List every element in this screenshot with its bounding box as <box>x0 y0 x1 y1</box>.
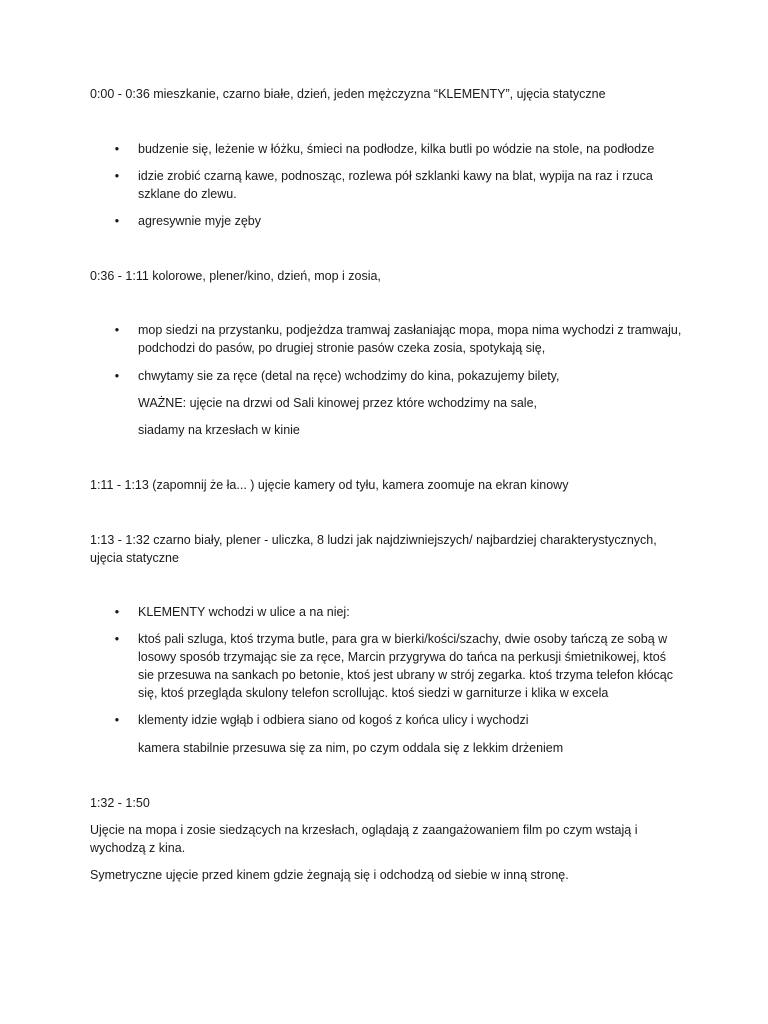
section-5-heading: 1:32 - 1:50 <box>90 796 150 810</box>
bullet-marker: • <box>114 169 120 183</box>
bullet-marker: • <box>114 142 120 156</box>
section-4-bullet-3: klementy idzie wgłąb i odbiera siano od kogoś z końca ulicy i wychodzi <box>138 713 529 727</box>
section-4-bullet-1: KLEMENTY wchodzi w ulice a na niej: <box>138 605 350 619</box>
section-2-continuation-1: WAŻNE: ujęcie na drzwi od Sali kinowej przez które wchodzimy na sale, <box>138 396 537 410</box>
section-4-bullet-2: ktoś pali szluga, ktoś trzyma butle, para gra w bierki/kości/szachy, dwie osoby tańczą ze sobą w losowy sposób trzymając sie za ręce, Marcin przygrywa do tańca na perkusji śmietnikowej, ktoś sie przesuwa na sankach po betonie, ktoś jest ubrany w strój zegarka. ktoś trzyma telefon kłócąc się, ktoś przegląda skulony telefon scrollując. ktoś siedzi w garniturze i klika w excela <box>138 632 673 700</box>
section-5-paragraph-1: Ujęcie na mopa i zosie siedzących na krzesłach, oglądają z zaangażowaniem film po czym wstają i wychodzą z kina. <box>90 823 638 855</box>
bullet-marker: • <box>114 632 120 646</box>
section-5-paragraph-2: Symetryczne ujęcie przed kinem gdzie żegnają się i odchodzą od siebie w inną stronę. <box>90 868 569 882</box>
section-3-heading: 1:11 - 1:13 (zapomnij że ła... ) ujęcie kamery od tyłu, kamera zoomuje na ekran kinowy <box>90 478 569 492</box>
section-2-bullet-2: chwytamy sie za ręce (detal na ręce) wchodzimy do kina, pokazujemy bilety, <box>138 369 560 383</box>
section-1-bullet-2: idzie zrobić czarną kawe, podnosząc, rozlewa pół szklanki kawy na blat, wypija na raz i rzuca szklane do zlewu. <box>138 169 653 201</box>
bullet-marker: • <box>114 713 120 727</box>
bullet-marker: • <box>114 214 120 228</box>
bullet-marker: • <box>114 323 120 337</box>
bullet-marker: • <box>114 605 120 619</box>
section-1-bullet-1: budzenie się, leżenie w łóżku, śmieci na podłodze, kilka butli po wódzie na stole, na podłodze <box>138 142 655 156</box>
section-1-heading: 0:00 - 0:36 mieszkanie, czarno białe, dzień, jeden mężczyzna “KLEMENTY”, ujęcia statyczne <box>90 87 606 101</box>
section-2-bullet-1: mop siedzi na przystanku, podjeżdza tramwaj zasłaniając mopa, mopa nima wychodzi z tramwaju, podchodzi do pasów, po drugiej stronie pasów czeka zosia, spotykają się, <box>138 323 682 355</box>
section-2-heading: 0:36 - 1:11 kolorowe, plener/kino, dzień, mop i zosia, <box>90 269 381 283</box>
section-4-heading: 1:13 - 1:32 czarno biały, plener - uliczka, 8 ludzi jak najdziwniejszych/ najbardziej charakterystycznych, ujęcia statyczne <box>90 533 657 565</box>
section-2-continuation-2: siadamy na krzesłach w kinie <box>138 423 300 437</box>
bullet-marker: • <box>114 369 120 383</box>
section-4-continuation-1: kamera stabilnie przesuwa się za nim, po czym oddala się z lekkim drżeniem <box>138 741 564 755</box>
section-1-bullet-3: agresywnie myje zęby <box>138 214 261 228</box>
